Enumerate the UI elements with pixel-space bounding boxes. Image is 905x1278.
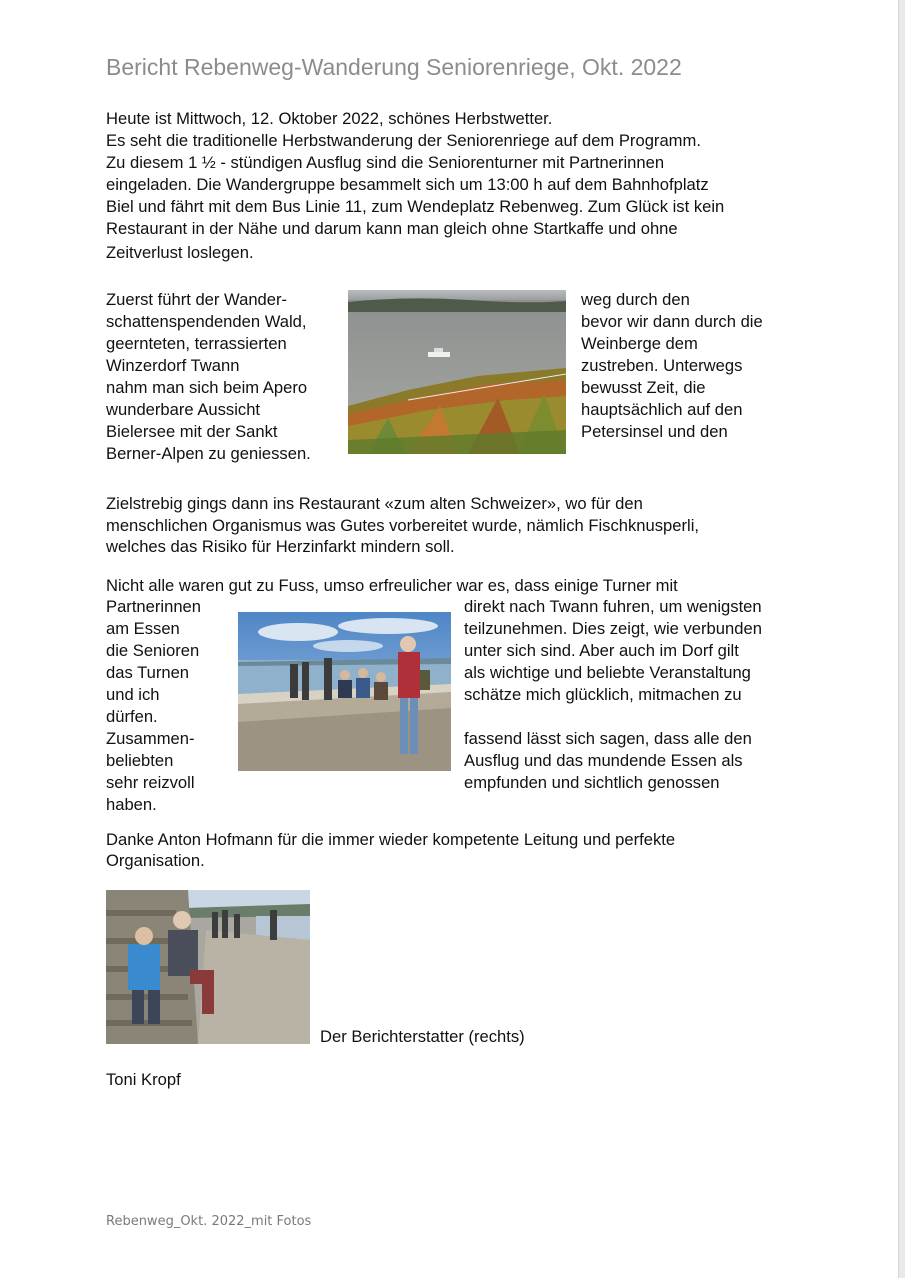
text-line: Ausflug und das mundende Essen als — [464, 751, 743, 770]
text-line: empfunden und sichtlich genossen — [464, 773, 720, 792]
text-line: Winzerdorf Twann — [106, 356, 240, 375]
section1-right-column — [581, 289, 763, 443]
text-line: menschlichen Organismus was Gutes vorbereitet wurde, nämlich Fischknusperli, — [106, 515, 700, 535]
text-line: Partnerinnen — [106, 597, 202, 616]
text-line: schattenspendenden Wald, — [106, 312, 307, 331]
intro-line: Zu diesem 1 ½ - stündigen Ausflug sind die Seniorenturner mit Partnerinnen — [106, 153, 665, 172]
text-line: geernteten, terrassierten — [106, 334, 287, 353]
text-line: und ich — [106, 685, 160, 704]
photo-caption: Der Berichterstatter (rechts) — [320, 1027, 525, 1046]
text-line: unter sich sind. Aber auch im Dorf gilt — [464, 641, 739, 660]
text-line: welches das Risiko für Herzinfarkt mindern soll. — [106, 537, 455, 556]
text-line: das Turnen — [106, 663, 190, 682]
text-line: Weinberge dem — [581, 334, 698, 353]
document-title: Bericht Rebenweg-Wanderung Seniorenriege, Okt. 2022 — [106, 54, 682, 80]
text-line: haben. — [106, 795, 157, 814]
intro-line: Zeitverlust loslegen. — [106, 243, 254, 262]
text-line: nahm man sich beim Apero — [106, 378, 308, 397]
paragraph3-lead: Nicht alle waren gut zu Fuss, umso erfreulicher war es, dass einige Turner mit — [106, 576, 678, 595]
section2-right-column — [464, 596, 762, 794]
text-line: Berner-Alpen zu geniessen. — [106, 444, 311, 463]
text-line: Organisation. — [106, 851, 205, 870]
section2-left-column — [106, 596, 201, 816]
text-line: Danke Anton Hofmann für die immer wieder kompetente Leitung und perfekte — [106, 830, 676, 849]
text-line: am Essen — [106, 619, 180, 638]
intro-line: Restaurant in der Nähe und darum kann man gleich ohne Startkaffe und ohne — [106, 219, 678, 238]
reporter-photo — [106, 890, 310, 1044]
text-line: teilzunehmen. Dies zeigt, wie verbunden — [464, 619, 762, 638]
intro-line: Es seht die traditionelle Herbstwanderung der Seniorenriege auf dem Programm. — [106, 131, 701, 150]
text-line: bevor wir dann durch die — [581, 312, 763, 331]
text-line: als wichtige und beliebte Veranstaltung — [464, 663, 751, 682]
author-name: Toni Kropf — [106, 1070, 181, 1089]
intro-paragraph — [106, 108, 724, 264]
thanks-paragraph — [106, 829, 675, 871]
document-footer: Rebenweg_Okt. 2022_mit Fotos — [106, 1214, 312, 1229]
restaurant-paragraph — [106, 493, 699, 558]
text-line: direkt nach Twann fuhren, um wenigsten — [464, 597, 762, 616]
intro-line: Heute ist Mittwoch, 12. Oktober 2022, schönes Herbstwetter. — [106, 109, 553, 128]
text-line: sehr reizvoll — [106, 773, 195, 792]
text-line: beliebten — [106, 751, 174, 770]
intro-line: Biel und fährt mit dem Bus Linie 11, zum Wendeplatz Rebenweg. Zum Glück ist kein — [106, 197, 725, 216]
text-line: Bielersee mit der Sankt — [106, 422, 278, 441]
section1-left-column — [106, 289, 311, 465]
text-line: weg durch den — [581, 290, 690, 309]
intro-line: eingeladen. Die Wandergruppe besammelt sich um 13:00 h auf dem Bahnhofplatz — [106, 175, 709, 194]
text-line: Zuerst führt der Wander- — [106, 290, 288, 309]
group-promenade-photo — [238, 612, 451, 771]
text-line: Petersinsel und den — [581, 422, 728, 441]
text-line: Zielstrebig gings dann ins Restaurant «zum alten Schweizer», wo für den — [106, 494, 643, 513]
text-line: wunderbare Aussicht — [106, 400, 261, 419]
text-line: dürfen. — [106, 707, 158, 726]
text-line: Zusammen- — [106, 729, 195, 748]
text-line: fassend lässt sich sagen, dass alle den — [464, 729, 752, 748]
text-line: hauptsächlich auf den — [581, 400, 743, 419]
text-line: die Senioren — [106, 641, 200, 660]
text-line: zustreben. Unterwegs — [581, 356, 743, 375]
text-line — [464, 706, 762, 728]
page-edge — [898, 0, 905, 1278]
text-line: bewusst Zeit, die — [581, 378, 706, 397]
vineyard-lake-photo — [348, 290, 566, 454]
text-line: schätze mich glücklich, mitmachen zu — [464, 685, 742, 704]
